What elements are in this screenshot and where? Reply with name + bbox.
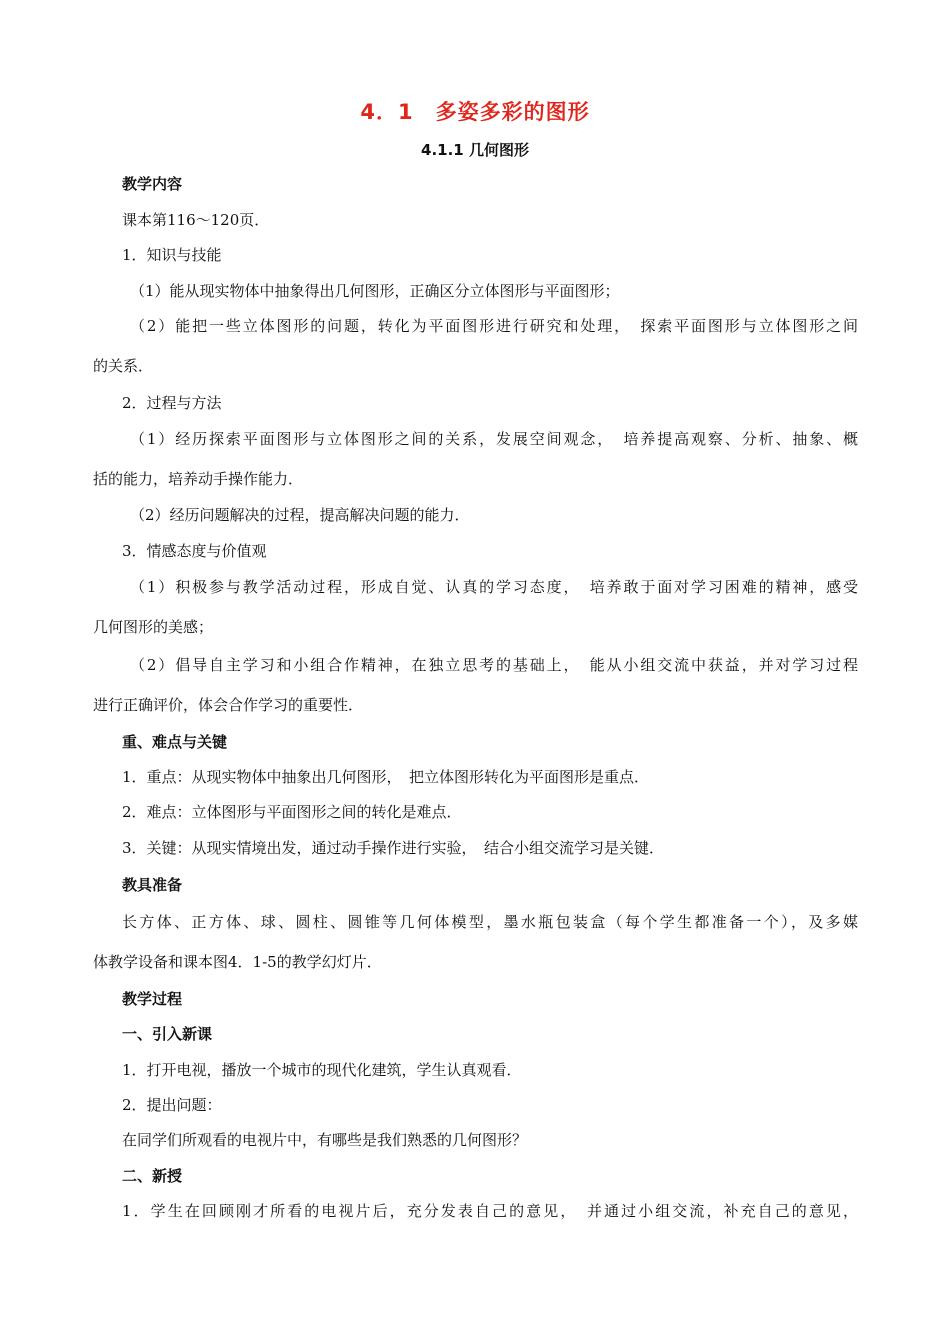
text-line: 几何图形的美感；: [93, 618, 214, 636]
heading-introduction: 一、引入新课: [122, 1025, 213, 1043]
text-line: （2）经历问题解决的过程，提高解决问题的能力．: [130, 506, 470, 524]
text-line: 课本第116～120页．: [122, 211, 270, 229]
text-line: 进行正确评价，体会合作学习的重要性．: [93, 696, 364, 714]
text-line: 1．学生在回顾刚才所看的电视片后，充分发表自己的意见， 并通过小组交流，补充自己的意见，: [122, 1202, 858, 1220]
text-line: 体教学设备和课本图4．1-5的教学幻灯片．: [93, 953, 382, 971]
text-line: 1．打开电视，播放一个城市的现代化建筑，学生认真观看．: [122, 1061, 522, 1079]
text-line: 2．过程与方法: [122, 394, 222, 412]
text-line: 2．难点：立体图形与平面图形之间的转化是难点．: [122, 803, 462, 821]
text-line: 3．关键：从现实情境出发，通过动手操作进行实验， 结合小组交流学习是关键．: [122, 839, 665, 857]
text-line: 3．情感态度与价值观: [122, 542, 267, 560]
text-line: （2）能把一些立体图形的问题，转化为平面图形进行研究和处理， 探索平面图形与立体图形之间: [130, 317, 858, 335]
heading-key-points: 重、难点与关键: [122, 733, 228, 751]
document-title: 4．1 多姿多彩的图形: [360, 100, 590, 124]
text-line: 1．知识与技能: [122, 246, 222, 264]
text-line: 1．重点：从现实物体中抽象出几何图形， 把立体图形转化为平面图形是重点．: [122, 768, 650, 786]
text-line: （2）倡导自主学习和小组合作精神，在独立思考的基础上， 能从小组交流中获益，并对学习过程: [130, 656, 858, 674]
text-line: 在同学们所观看的电视片中，有哪些是我们熟悉的几何图形？: [122, 1131, 528, 1149]
text-line: 的关系．: [93, 357, 154, 375]
text-line: 2．提出问题：: [122, 1096, 222, 1114]
heading-teaching-aids: 教具准备: [122, 876, 183, 894]
heading-new-lesson: 二、新授: [122, 1167, 183, 1185]
section-title: 4.1.1 几何图形: [421, 141, 529, 159]
heading-teaching-content: 教学内容: [122, 175, 183, 193]
heading-teaching-process: 教学过程: [122, 990, 183, 1008]
text-line: 长方体、正方体、球、圆柱、圆锥等几何体模型，墨水瓶包装盒（每个学生都准备一个），及多媒: [122, 913, 858, 931]
text-line: （1）积极参与教学活动过程，形成自觉、认真的学习态度， 培养敢于面对学习困难的精神，感受: [130, 578, 858, 596]
text-line: （1）经历探索平面图形与立体图形之间的关系，发展空间观念， 培养提高观察、分析、抽象、概: [130, 430, 858, 448]
text-line: 括的能力，培养动手操作能力．: [93, 470, 304, 488]
text-line: （1）能从现实物体中抽象得出几何图形，正确区分立体图形与平面图形；: [130, 282, 620, 300]
